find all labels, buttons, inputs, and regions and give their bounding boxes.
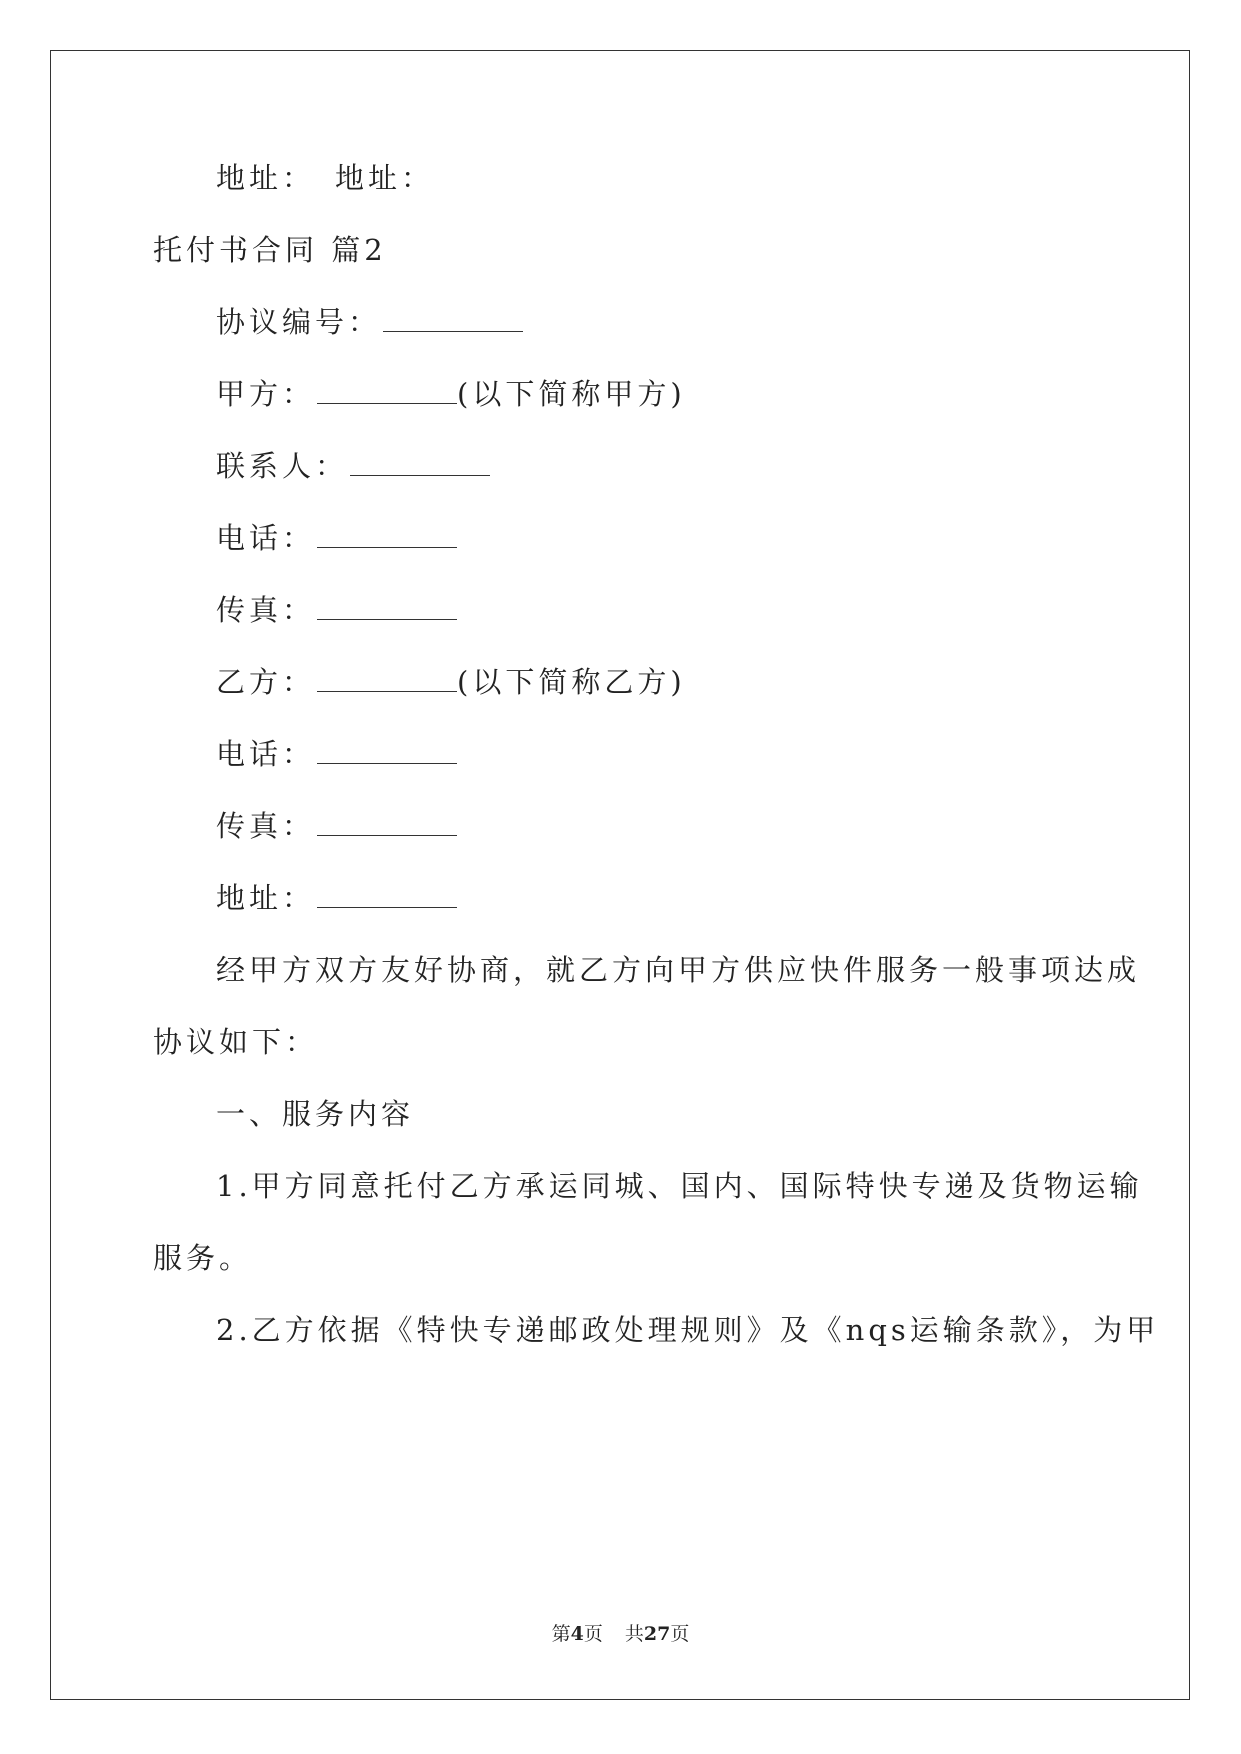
contact-label: 联系人： [216, 449, 349, 483]
item-2-line-1: 2.乙方依据《特快专递邮政处理规则》及《nqs运输条款》，为甲 [216, 1313, 1160, 1347]
footer-total-pages: 27 [643, 1623, 671, 1645]
contact-line [216, 446, 490, 486]
party-a-line [216, 374, 686, 414]
phone-a-line [216, 518, 457, 558]
footer-page-unit: 页 [583, 1623, 603, 1645]
phone-a-label: 电话： [216, 521, 316, 555]
party-b-line [216, 662, 686, 702]
item-1-line-1: 1.甲方同意托付乙方承运同城、国内、国际特快专递及货物运输 [216, 1169, 1143, 1203]
intro-paragraph-line-2: 协议如下： [153, 1025, 319, 1059]
phone-b-line [216, 734, 457, 774]
contact-blank [350, 451, 490, 476]
fax-a-label: 传真： [216, 593, 316, 627]
footer-total-prefix: 共 [624, 1623, 644, 1645]
phone-b-label: 电话： [216, 737, 316, 771]
footer-prefix: 第 [551, 1623, 571, 1645]
footer-total-unit: 页 [670, 1623, 690, 1645]
fax-b-line [216, 806, 457, 846]
section-heading-service: 一、服务内容 [216, 1097, 415, 1131]
item-1-line-2: 服务。 [153, 1241, 253, 1275]
agreement-number-blank [383, 307, 523, 332]
page-footer [0, 1622, 1241, 1646]
address-pair-line [216, 158, 434, 198]
section-title: 托付书合同 篇2 [153, 233, 387, 267]
fax-a-blank [317, 595, 457, 620]
fax-a-line [216, 590, 457, 630]
phone-a-blank [317, 523, 457, 548]
fax-b-blank [317, 811, 457, 836]
party-b-blank [317, 667, 457, 692]
party-b-label: 乙方： [216, 665, 316, 699]
page-border [50, 50, 1190, 1700]
party-b-suffix: (以下简称乙方) [457, 665, 686, 699]
party-a-label: 甲方： [216, 377, 316, 411]
footer-page-number: 4 [570, 1623, 584, 1645]
party-a-blank [317, 379, 457, 404]
address-label-1: 地址： [216, 161, 316, 195]
fax-b-label: 传真： [216, 809, 316, 843]
address-label-2: 地址： [335, 161, 435, 195]
intro-paragraph-line-1: 经甲方双方友好协商，就乙方向甲方供应快件服务一般事项达成 [216, 953, 1141, 987]
address-b-blank [317, 883, 457, 908]
address-b-line [216, 878, 457, 918]
phone-b-blank [317, 739, 457, 764]
agreement-number-label: 协议编号： [216, 305, 382, 339]
party-a-suffix: (以下简称甲方) [457, 377, 686, 411]
agreement-number-line [216, 302, 523, 342]
address-b-label: 地址： [216, 881, 316, 915]
